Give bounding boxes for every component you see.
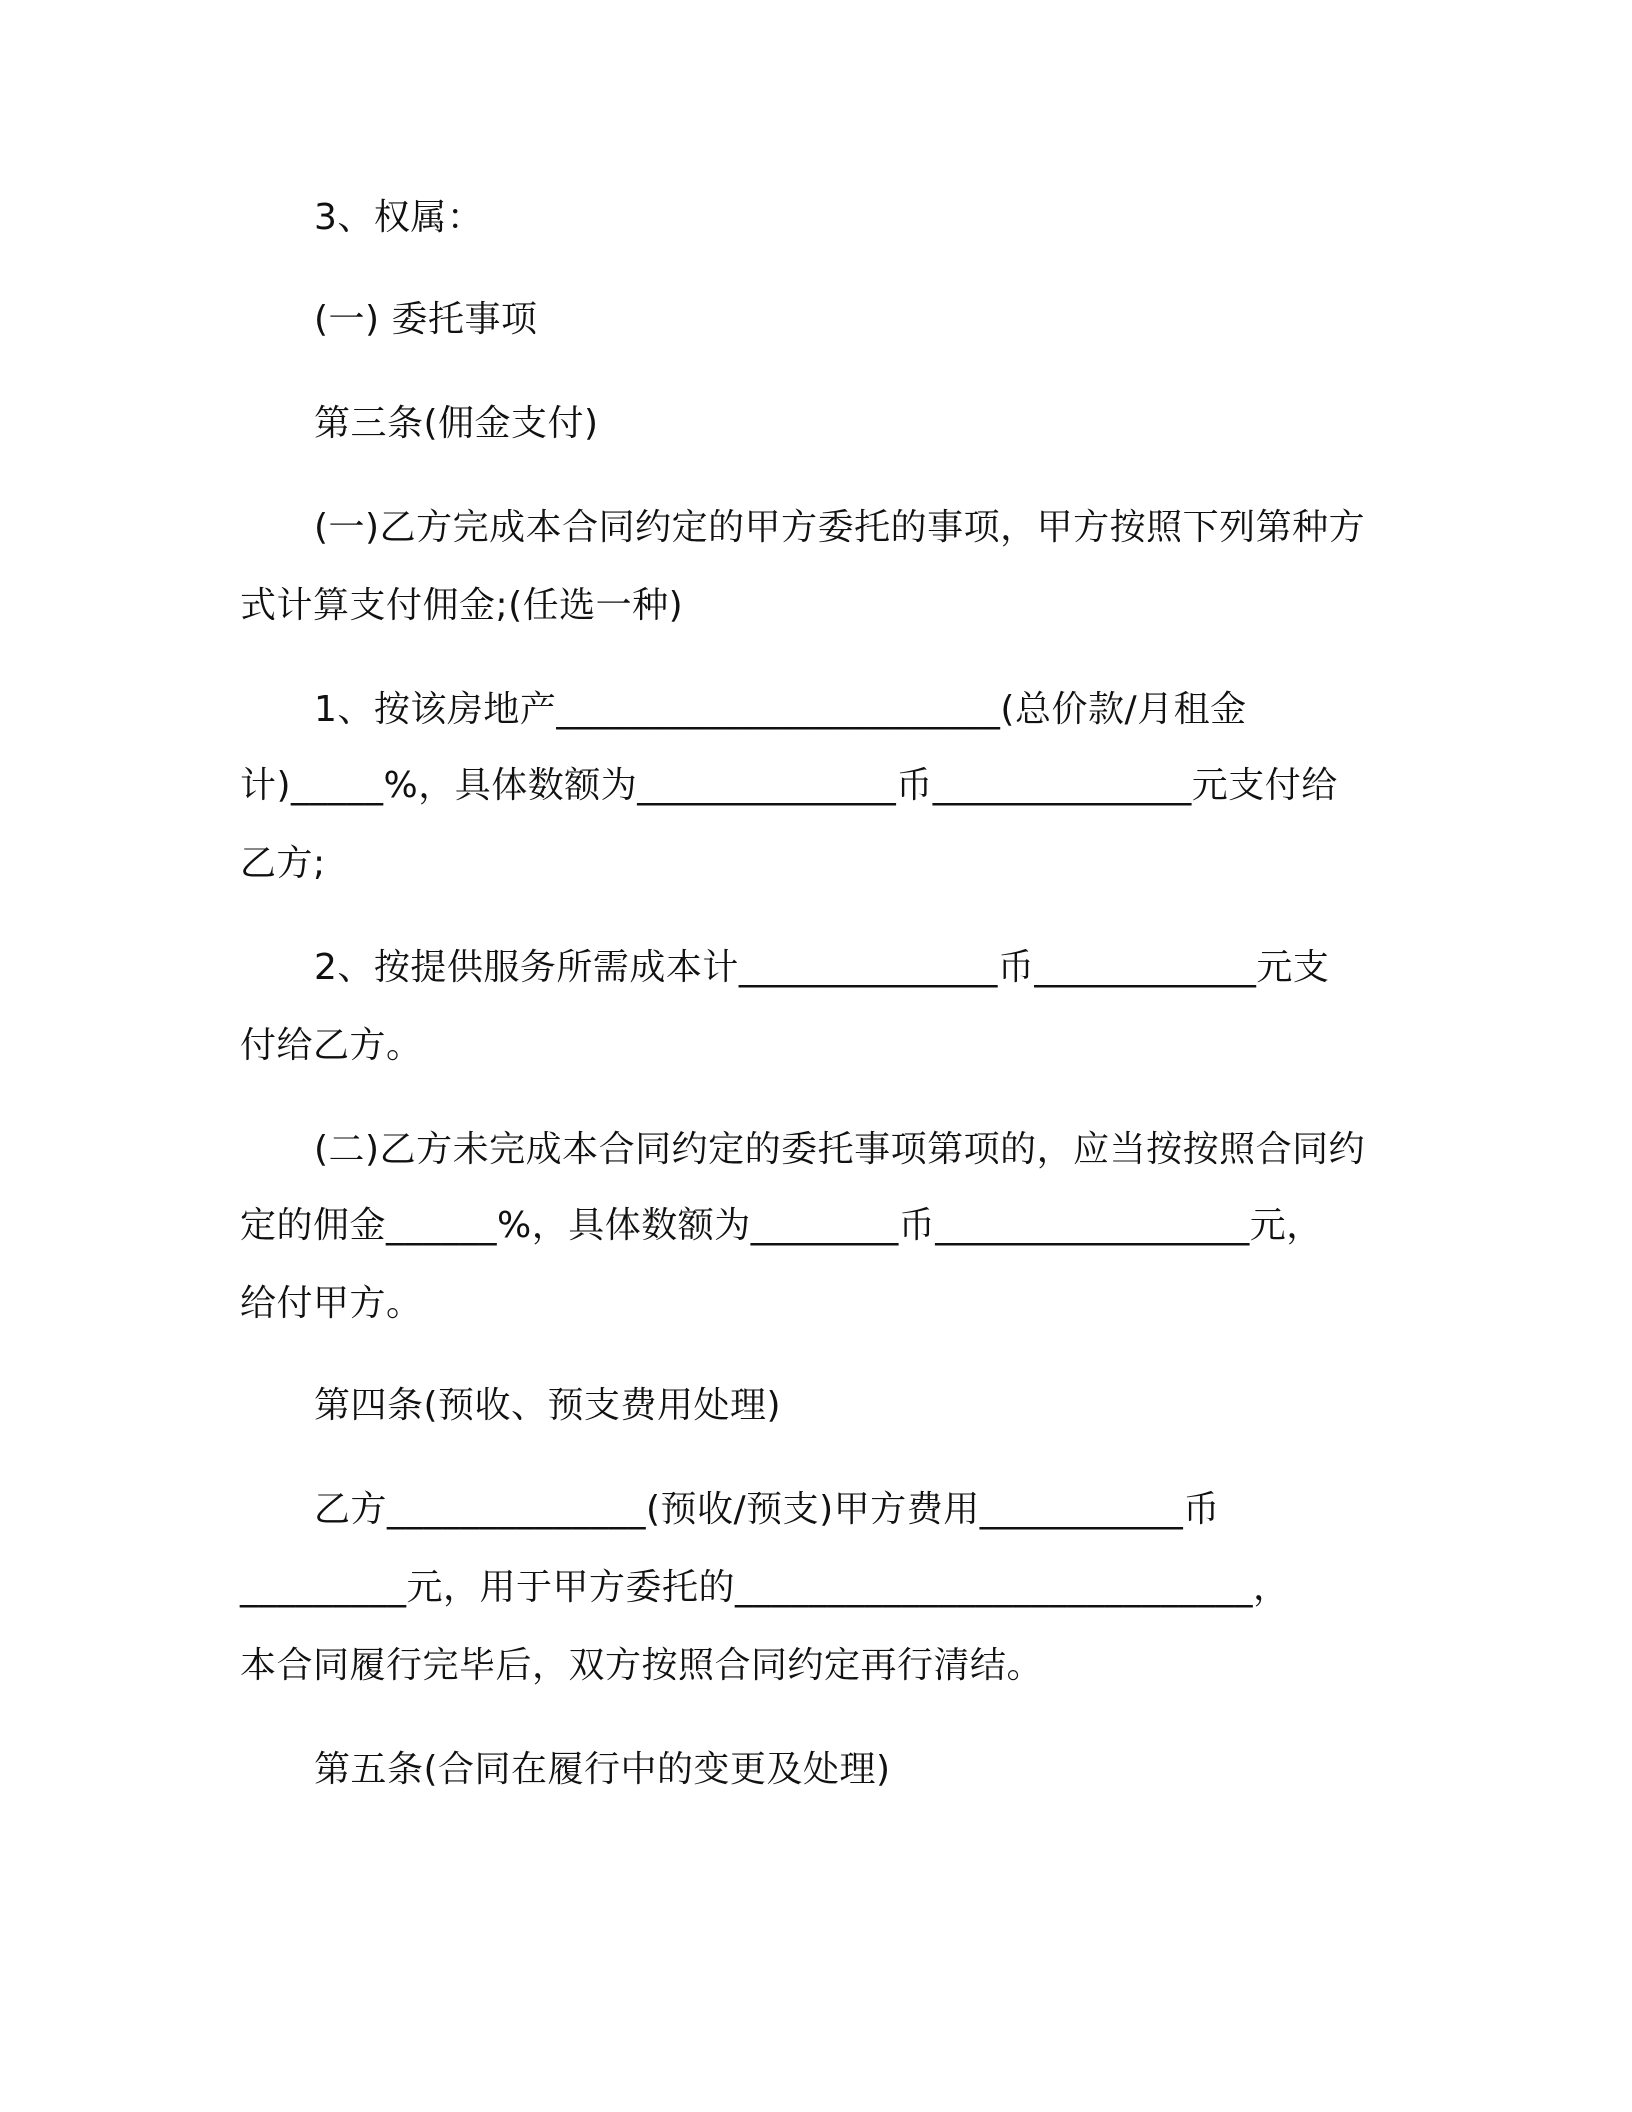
paragraph-line: 计)_____%，具体数额为______________币______________元支付给 [240,765,1338,806]
clause-heading-ownership: 3、权属： [314,197,484,238]
paragraph-line: 付给乙方。 [240,1025,423,1066]
paragraph-line: 定的佣金______%，具体数额为________币_________________元， [240,1205,1323,1246]
paragraph-line: 式计算支付佣金;(任选一种) [240,585,684,626]
article-5-heading: 第五条(合同在履行中的变更及处理) [314,1749,891,1790]
paragraph-line: (一)乙方完成本合同约定的甲方委托的事项，甲方按照下列第种方 [314,507,1366,548]
paragraph-line: 本合同履行完毕后，双方按照合同约定再行清结。 [240,1645,1044,1686]
article-3-heading: 第三条(佣金支付) [314,403,599,444]
paragraph-line: 乙方______________(预收/预支)甲方费用___________币 [314,1489,1220,1530]
paragraph-line: 乙方; [240,843,326,884]
article-4-heading: 第四条(预收、预支费用处理) [314,1385,782,1426]
paragraph-line: 1、按该房地产________________________(总价款/月租金 [314,689,1247,730]
section-heading-entrusted-matters: (一) 委托事项 [314,299,538,340]
paragraph-line: (二)乙方未完成本合同约定的委托事项第项的，应当按按照合同约 [314,1129,1366,1170]
paragraph-line: 给付甲方。 [240,1283,423,1324]
paragraph-line: _________元，用于甲方委托的____________________________， [240,1567,1290,1608]
paragraph-line: 2、按提供服务所需成本计______________币____________元支 [314,947,1330,988]
